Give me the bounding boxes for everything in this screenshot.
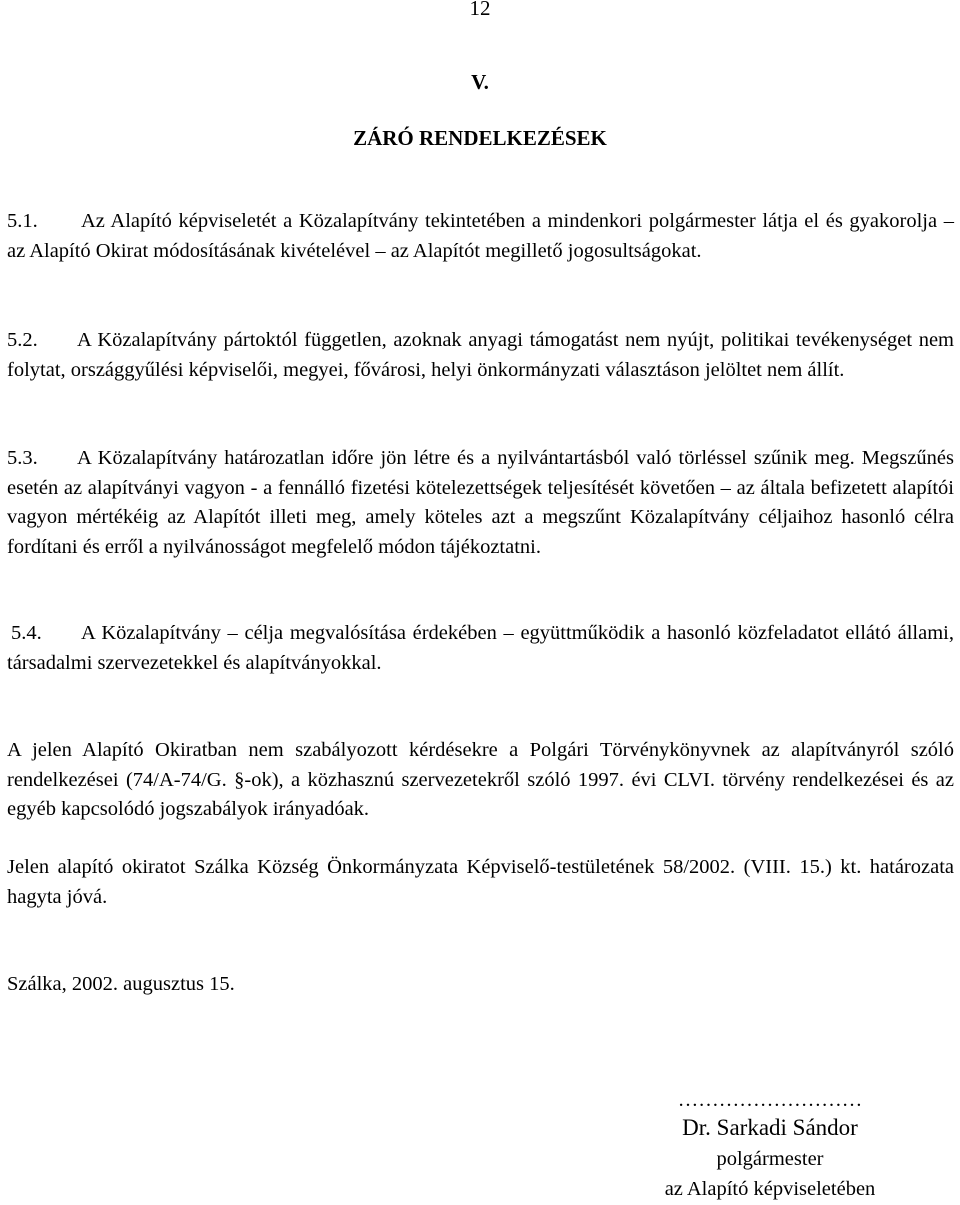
closing-paragraph-ptk: A jelen Alapító Okiratban nem szabályozott kérdésekre a Polgári Törvénykönyvnek az alapítványról szóló rendelkezései (74/A-74/G. §-ok), a közhasznú szervezetekről szóló 1997. évi CLVI. törvény rendelkezései és az egyéb kapcsolódó jogszabályok irányadóak. — [7, 739, 954, 821]
chapter-number: V. — [471, 70, 489, 94]
section-text: A Közalapítvány pártoktól független, azoknak anyagi támogatást nem nyújt, politikai tevékenységet nem folytat, országgyűlési képviselői, megyei, fővárosi, helyi önkormányzati választáson jelöltet nem állít. — [7, 329, 954, 381]
signer-name: Dr. Sarkadi Sándor — [682, 1115, 858, 1140]
section-text: A Közalapítvány – célja megvalósítása érdekében – együttműködik a hasonló közfeladatot ellátó állami, társadalmi szervezetekkel és alapítványokkal. — [7, 622, 954, 674]
section-5-3 — [7, 444, 954, 562]
section-5-4 — [7, 619, 954, 678]
section-number: 5.1. — [7, 210, 38, 232]
section-text: Az Alapító képviseletét a Közalapítvány tekintetében a mindenkori polgármester látja el és gyakorolja – az Alapító Okirat módosításának kivételével – az Alapítót megillető jogosultságokat. — [7, 210, 954, 262]
section-number: 5.2. — [7, 329, 38, 351]
section-number: 5.4. — [11, 622, 42, 644]
place-date: Szálka, 2002. augusztus 15. — [7, 973, 235, 995]
section-number: 5.3. — [7, 447, 38, 469]
signer-role: polgármester — [716, 1148, 824, 1170]
closing-paragraph-approval: Jelen alapító okiratot Szálka Község Önkormányzata Képviselő-testületének 58/2002. (VIII. 15.) kt. határozata hagyta jóvá. — [7, 856, 954, 908]
section-5-1 — [7, 207, 954, 266]
page-number: 12 — [469, 0, 491, 20]
chapter-title: ZÁRÓ RENDELKEZÉSEK — [353, 126, 607, 150]
signer-capacity: az Alapító képviseletében — [664, 1178, 876, 1200]
section-5-2 — [7, 326, 954, 385]
signature-line: ……………………… — [677, 1089, 863, 1111]
section-text: A Közalapítvány határozatlan időre jön létre és a nyilvántartásból való törléssel szűnik meg. Megszűnés esetén az alapítványi vagyon - a fennálló fizetési kötelezettségek teljesítését követően – az általa befizetett alapítói vagyon mértékéig az Alapítót illeti meg, amely köteles azt a megszűnt Közalapítvány céljaihoz hasonló célra fordítani és erről a nyilvánosságot megfelelő módon tájékoztatni. — [7, 447, 954, 558]
